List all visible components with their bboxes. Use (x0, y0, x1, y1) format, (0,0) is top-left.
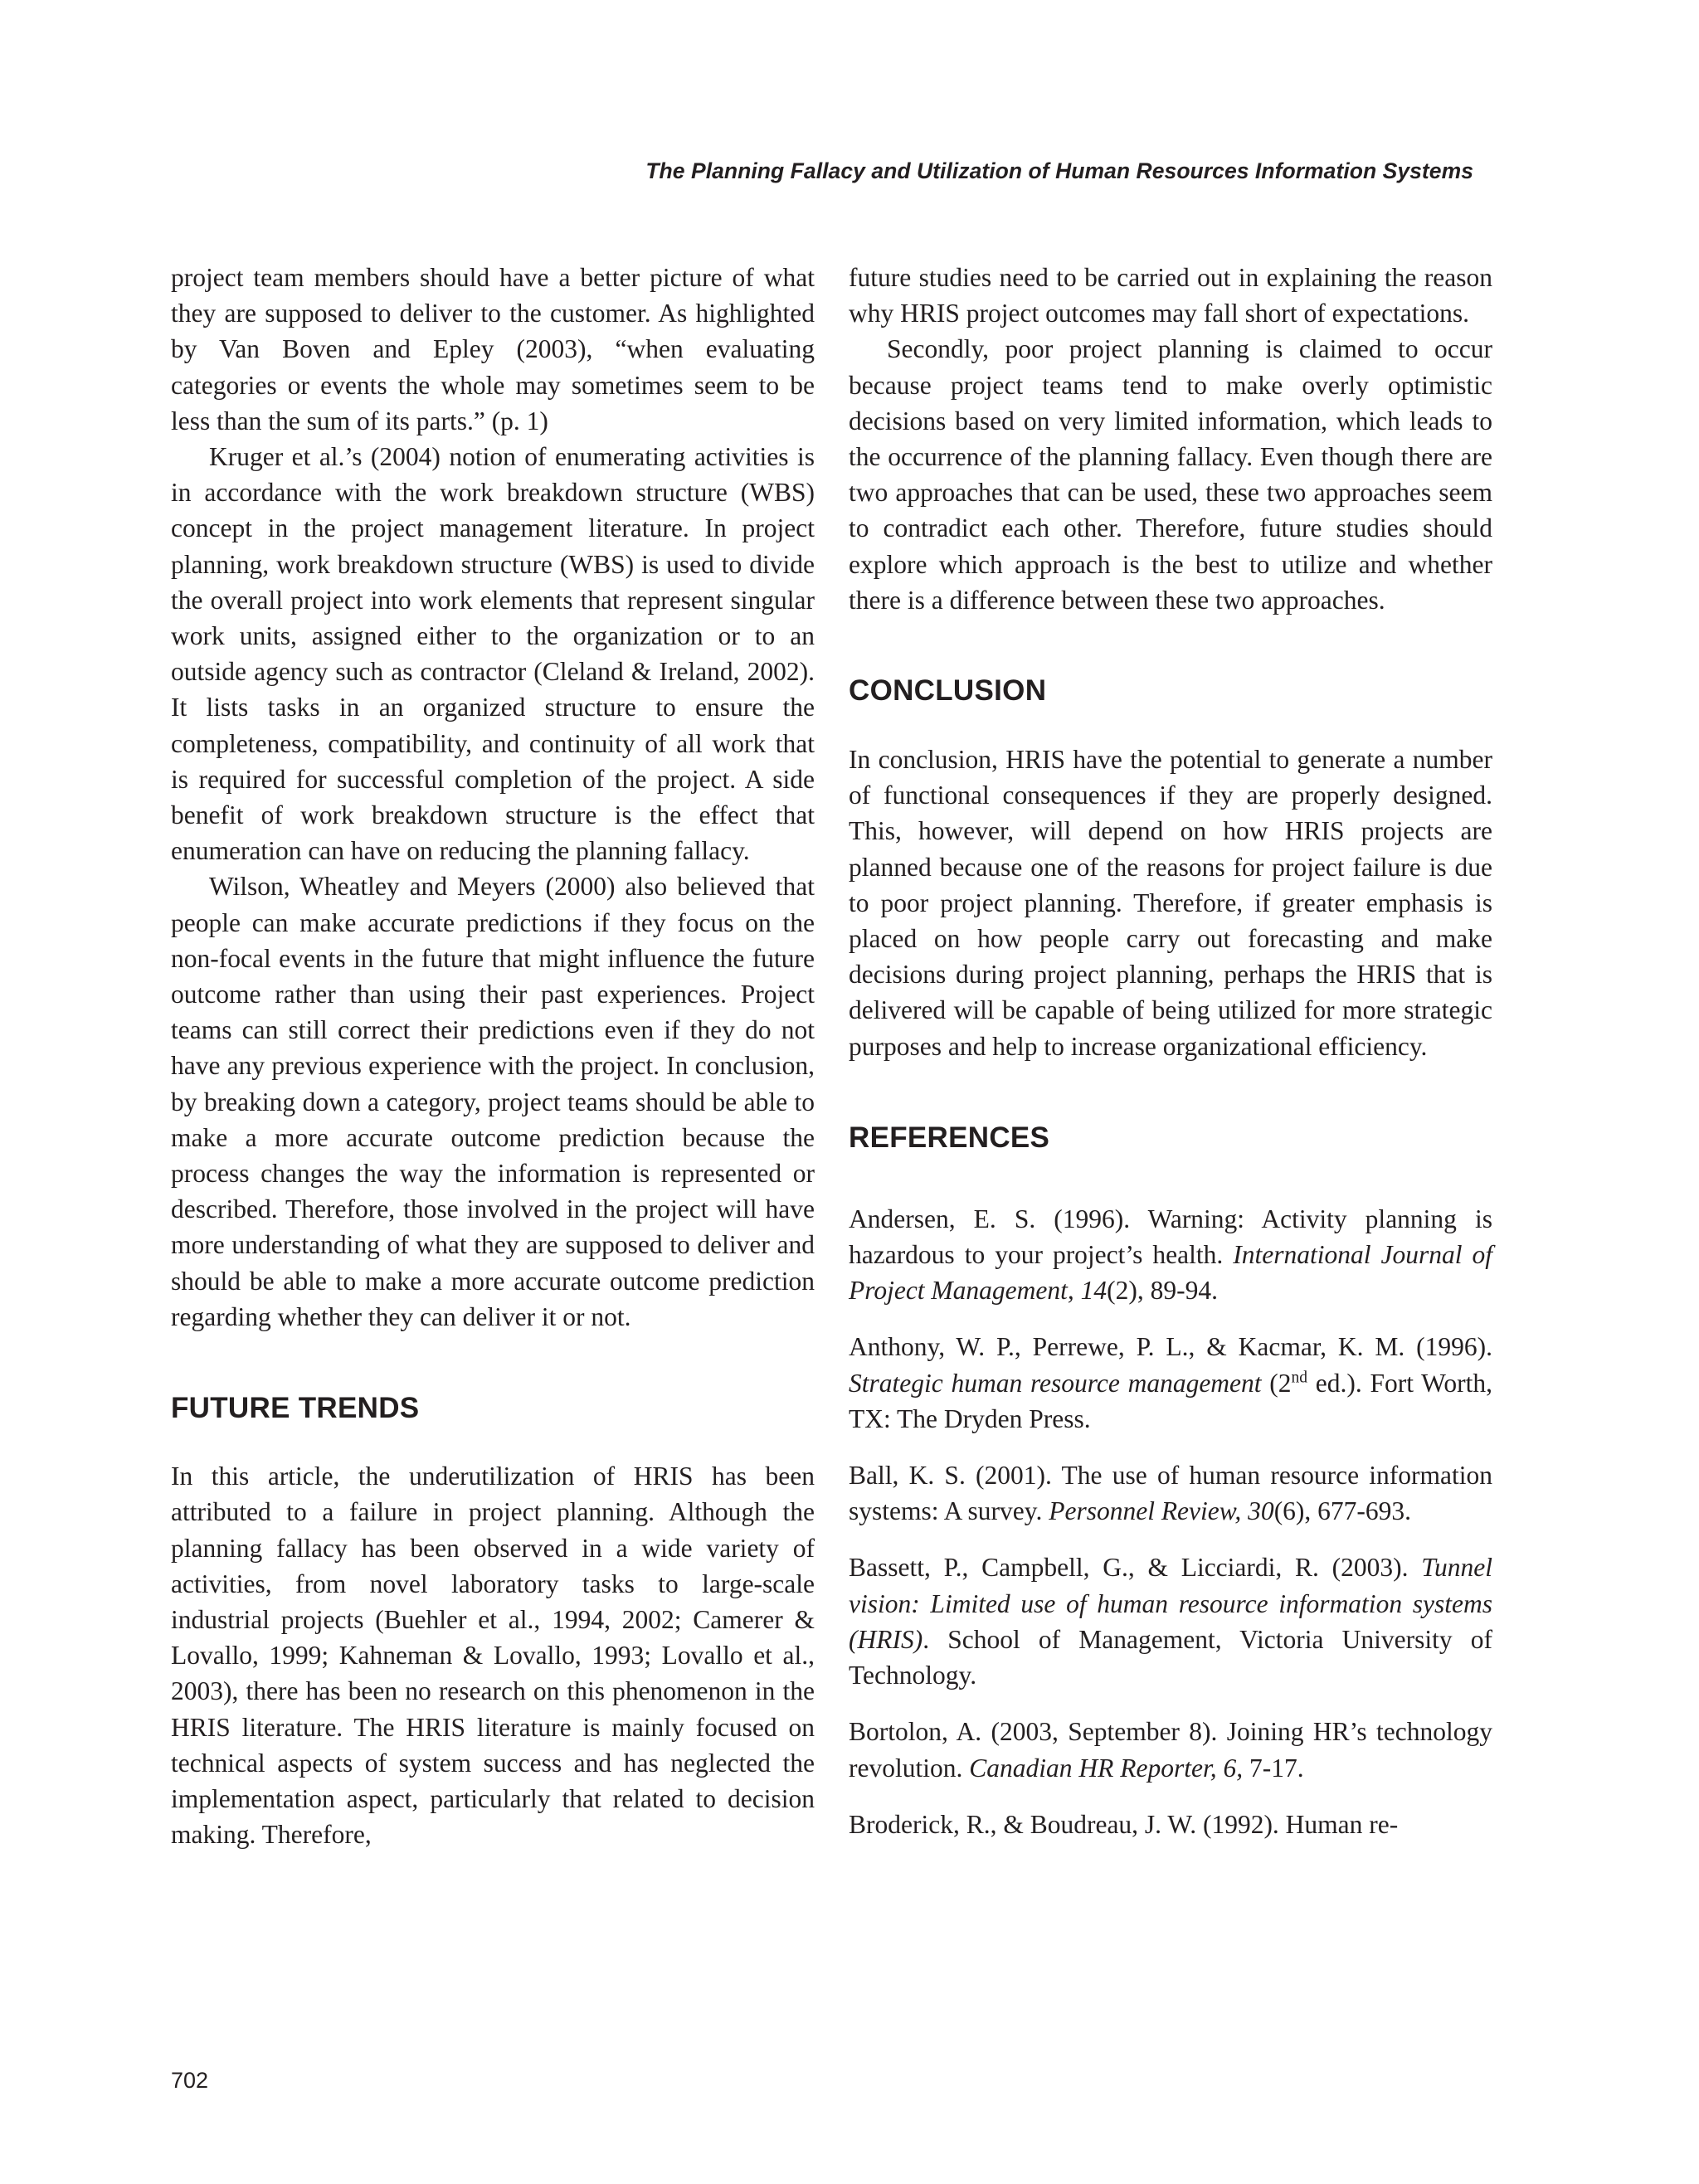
page-number: 702 (171, 2068, 209, 2093)
reference-item: Bassett, P., Campbell, G., & Licciardi, R. (2003). Tunnel vision: Limited use of human resource information systems (HRIS). School of Management, Victoria University of Technology. (849, 1553, 1492, 1690)
paragraph: Wilson, Wheatley and Meyers (2000) also believed that people can make accurate predictions if they focus on the non-focal events in the future that might influence the future outcome rather than using their past experiences. Project teams can still correct their predictions even if they do not have any previous experience with the project. In conclusion, by breaking down a category, project teams should be able to make a more accurate outcome prediction because the process changes the way the information is represented or described. Therefore, those involved in the project will have more understanding of what they are supposed to deliver and should be able to make a more accurate outcome prediction regarding whether they can deliver it or not. (171, 872, 815, 1331)
running-head-title: The Planning Fallacy and Utilization of Human Resources Information Systems (645, 158, 1473, 183)
paragraph: project team members should have a better picture of what they are supposed to deliver to the customer. As highlighted by Van Boven and Epley (2003), “when evaluating categories or events the whole may sometimes seem to be less than the sum of its parts.” (p. 1) (171, 263, 815, 435)
reference-item: Broderick, R., & Boudreau, J. W. (1992). Human re- (849, 1809, 1399, 1839)
paragraph: future studies need to be carried out in explaining the reason why HRIS project outcomes may fall short of expectations. (849, 263, 1492, 328)
section-heading-references: REFERENCES (849, 1121, 1050, 1154)
section-heading-future-trends: FUTURE TRENDS (171, 1392, 420, 1425)
reference-list (849, 1201, 1492, 1842)
paragraph: Secondly, poor project planning is claimed to occur because project teams tend to make overly optimistic decisions based on very limited information, which leads to the occurrence of the planning fallacy. Even though there are two approaches that can be used, these two approaches seem to contradict each other. Therefore, future studies should explore which approach is the best to utilize and whether there is a difference between these two approaches. (849, 334, 1492, 615)
reference-item: Anthony, W. P., Perrewe, P. L., & Kacmar, K. M. (1996). Strategic human resource management (2nd ed.). Fort Worth, TX: The Dryden Press. (849, 1332, 1492, 1433)
paragraph: Kruger et al.’s (2004) notion of enumerating activities is in accordance with the work breakdown structure (WBS) concept in the project management literature. In project planning, work breakdown structure (WBS) is used to divide the overall project into work elements that represent singular work units, assigned either to the organization or to an outside agency such as contractor (Cleland & Ireland, 2002). It lists tasks in an organized structure to ensure the completeness, compatibility, and continuity of all work that is required for successful completion of the project. A side benefit of work breakdown structure is the effect that enumeration can have on reducing the planning fallacy. (171, 442, 815, 866)
paragraph: In this article, the underutilization of HRIS has been attributed to a failure in project planning. Although the planning fallacy has been observed in a wide variety of activities, from novel laboratory tasks to large-scale industrial projects (Buehler et al., 1994, 2002; Camerer & Lovallo, 1999; Kahneman & Lovallo, 1993; Lovallo et al., 2003), there has been no research on this phenomenon in the HRIS literature. The HRIS literature is mainly focused on technical aspects of system success and has neglected the implementation aspect, particularly that related to decision making. Therefore, (171, 1462, 815, 1850)
paragraph: In conclusion, HRIS have the potential to generate a number of functional consequences if they are properly designed. This, however, will depend on how HRIS projects are planned because one of the reasons for project failure is due to poor project planning. Therefore, if greater emphasis is placed on how people carry out forecasting and make decisions during project planning, perhaps the HRIS that is delivered will be capable of being utilized for more strategic purposes and help to increase organizational efficiency. (849, 745, 1492, 1061)
reference-item: Bortolon, A. (2003, September 8). Joining HR’s technology revolution. Canadian HR Reporter, 6, 7-17. (849, 1717, 1492, 1783)
left-column (171, 260, 815, 1852)
right-column (849, 260, 1492, 1842)
section-heading-conclusion: CONCLUSION (849, 674, 1047, 708)
reference-item: Ball, K. S. (2001). The use of human resource information systems: A survey. Personnel Review, 30(6), 677-693. (849, 1461, 1492, 1526)
reference-item: Andersen, E. S. (1996). Warning: Activity planning is hazardous to your project’s health. International Journal of Project Management, 14(2), 89-94. (849, 1204, 1492, 1306)
